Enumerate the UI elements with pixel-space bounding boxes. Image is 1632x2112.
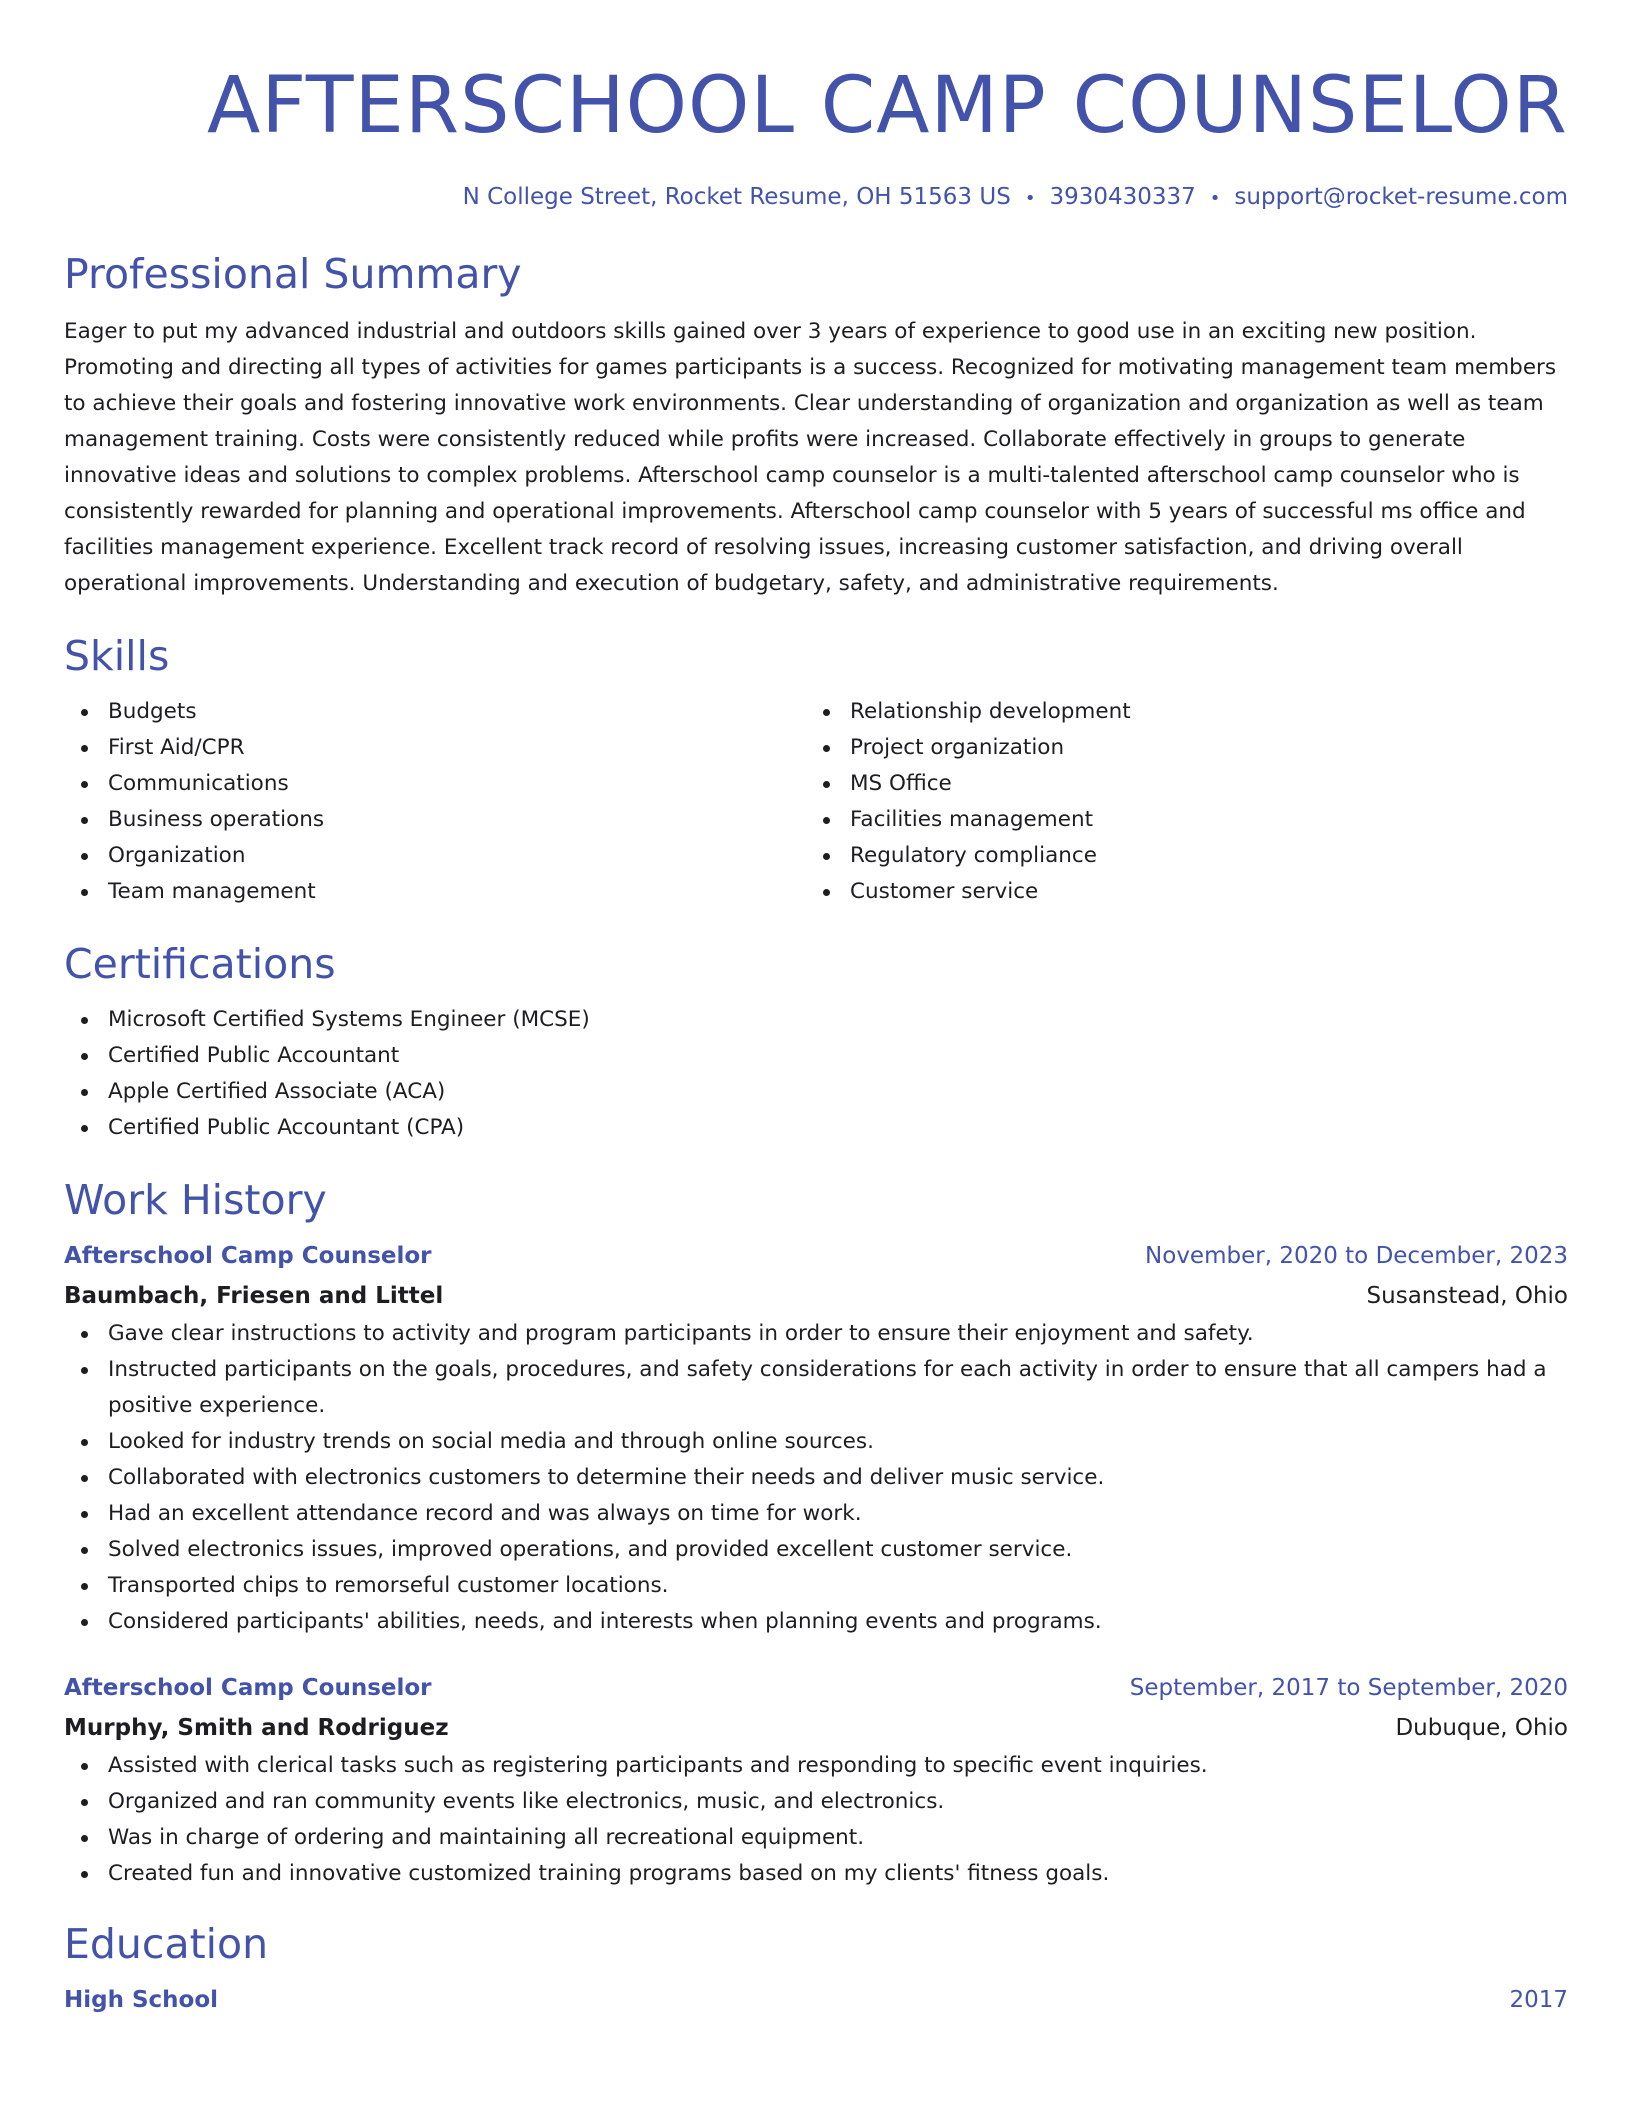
skill-item: Organization	[64, 838, 806, 874]
contact-line	[64, 182, 1568, 214]
job-company: Murphy, Smith and Rodriguez	[64, 1715, 449, 1741]
skill-item: Team management	[64, 874, 806, 910]
work-history-section	[64, 1174, 1568, 1892]
contact-address: N College Street, Rocket Resume, OH 51563 US	[462, 184, 1011, 210]
job-duty: Instructed participants on the goals, procedures, and safety considerations for each activity in order to ensure that all campers had a positive experience.	[64, 1352, 1568, 1424]
skill-item: Relationship development	[806, 694, 1568, 730]
job-duty: Considered participants' abilities, needs, and interests when planning events and programs.	[64, 1604, 1568, 1640]
skill-item: Budgets	[64, 694, 806, 730]
work-history-heading: Work History	[64, 1176, 327, 1224]
certification-item: Apple Certified Associate (ACA)	[64, 1074, 1568, 1110]
education-section	[64, 1918, 1568, 2020]
contact-phone[interactable]: 3930430337	[1049, 184, 1196, 210]
job-duties-list	[64, 1748, 1568, 1892]
skills-section	[64, 630, 1568, 910]
job-location: Susanstead, Ohio	[1366, 1283, 1568, 1309]
job-entry	[64, 1236, 1568, 1640]
certifications-list	[64, 1002, 1568, 1146]
skill-item: Communications	[64, 766, 806, 802]
candidate-title: AFTERSCHOOL CAMP COUNSELOR	[207, 61, 1568, 151]
skills-grid	[64, 694, 1568, 910]
skill-item: First Aid/CPR	[64, 730, 806, 766]
skills-list-left	[64, 694, 806, 910]
certification-item: Certified Public Accountant (CPA)	[64, 1110, 1568, 1146]
education-degree: High School	[64, 1987, 219, 2013]
job-title: Afterschool Camp Counselor	[64, 1675, 432, 1701]
certification-item: Certified Public Accountant	[64, 1038, 1568, 1074]
job-dates: September, 2017 to September, 2020	[1129, 1675, 1568, 1701]
certifications-section	[64, 938, 1568, 1146]
job-duty: Assisted with clerical tasks such as registering participants and responding to specific event inquiries.	[64, 1748, 1568, 1784]
job-employer-row	[64, 1276, 1568, 1316]
job-location: Dubuque, Ohio	[1395, 1715, 1568, 1741]
skill-item: Regulatory compliance	[806, 838, 1568, 874]
job-title: Afterschool Camp Counselor	[64, 1243, 432, 1269]
job-employer-row	[64, 1708, 1568, 1748]
job-duty: Collaborated with electronics customers to determine their needs and deliver music service.	[64, 1460, 1568, 1496]
job-duty: Organized and ran community events like electronics, music, and electronics.	[64, 1784, 1568, 1820]
job-duty: Gave clear instructions to activity and program participants in order to ensure their enjoyment and safety.	[64, 1316, 1568, 1352]
job-duty: Looked for industry trends on social media and through online sources.	[64, 1424, 1568, 1460]
skill-item: Customer service	[806, 874, 1568, 910]
skill-item: Project organization	[806, 730, 1568, 766]
education-year: 2017	[1509, 1987, 1568, 2013]
certifications-heading: Certifications	[64, 940, 336, 988]
job-duty: Had an excellent attendance record and was always on time for work.	[64, 1496, 1568, 1532]
summary-heading: Professional Summary	[64, 250, 522, 298]
skill-item: Facilities management	[806, 802, 1568, 838]
job-duties-list	[64, 1316, 1568, 1640]
skill-item: MS Office	[806, 766, 1568, 802]
job-entry	[64, 1668, 1568, 1892]
education-heading: Education	[64, 1920, 269, 1968]
job-duty: Created fun and innovative customized training programs based on my clients' fitness goals.	[64, 1856, 1568, 1892]
job-header	[64, 1668, 1568, 1708]
summary-section	[64, 248, 1568, 602]
job-duty: Solved electronics issues, improved operations, and provided excellent customer service.	[64, 1532, 1568, 1568]
skills-list-right	[806, 694, 1568, 910]
contact-separator: •	[1209, 188, 1221, 209]
skill-item: Business operations	[64, 802, 806, 838]
job-duty: Transported chips to remorseful customer locations.	[64, 1568, 1568, 1604]
contact-separator: •	[1024, 188, 1036, 209]
job-company: Baumbach, Friesen and Littel	[64, 1283, 444, 1309]
summary-text: Eager to put my advanced industrial and outdoors skills gained over 3 years of experience to good use in an exciting new position. Promoting and directing all types of activities for games participants is a success. Recognized for motivating management team members to achieve their goals and fostering innovative work environments. Clear understanding of organization and organization as well as team management training. Costs were consistently reduced while profits were increased. Collaborate effectively in groups to generate innovative ideas and solutions to complex problems. Afterschool camp counselor is a multi-talented afterschool camp counselor who is consistently rewarded for planning and operational improvements. Afterschool camp counselor with 5 years of successful ms office and facilities management experience. Excellent track record of resolving issues, increasing customer satisfaction, and driving overall operational improvements. Understanding and execution of budgetary, safety, and administrative requirements.	[64, 319, 1557, 596]
job-dates: November, 2020 to December, 2023	[1145, 1243, 1568, 1269]
contact-email[interactable]: support@rocket-resume.com	[1234, 184, 1568, 210]
certification-item: Microsoft Certified Systems Engineer (MCSE)	[64, 1002, 1568, 1038]
job-duty: Was in charge of ordering and maintaining all recreational equipment.	[64, 1820, 1568, 1856]
job-header	[64, 1236, 1568, 1276]
skills-heading: Skills	[64, 632, 170, 680]
education-entry	[64, 1980, 1568, 2020]
